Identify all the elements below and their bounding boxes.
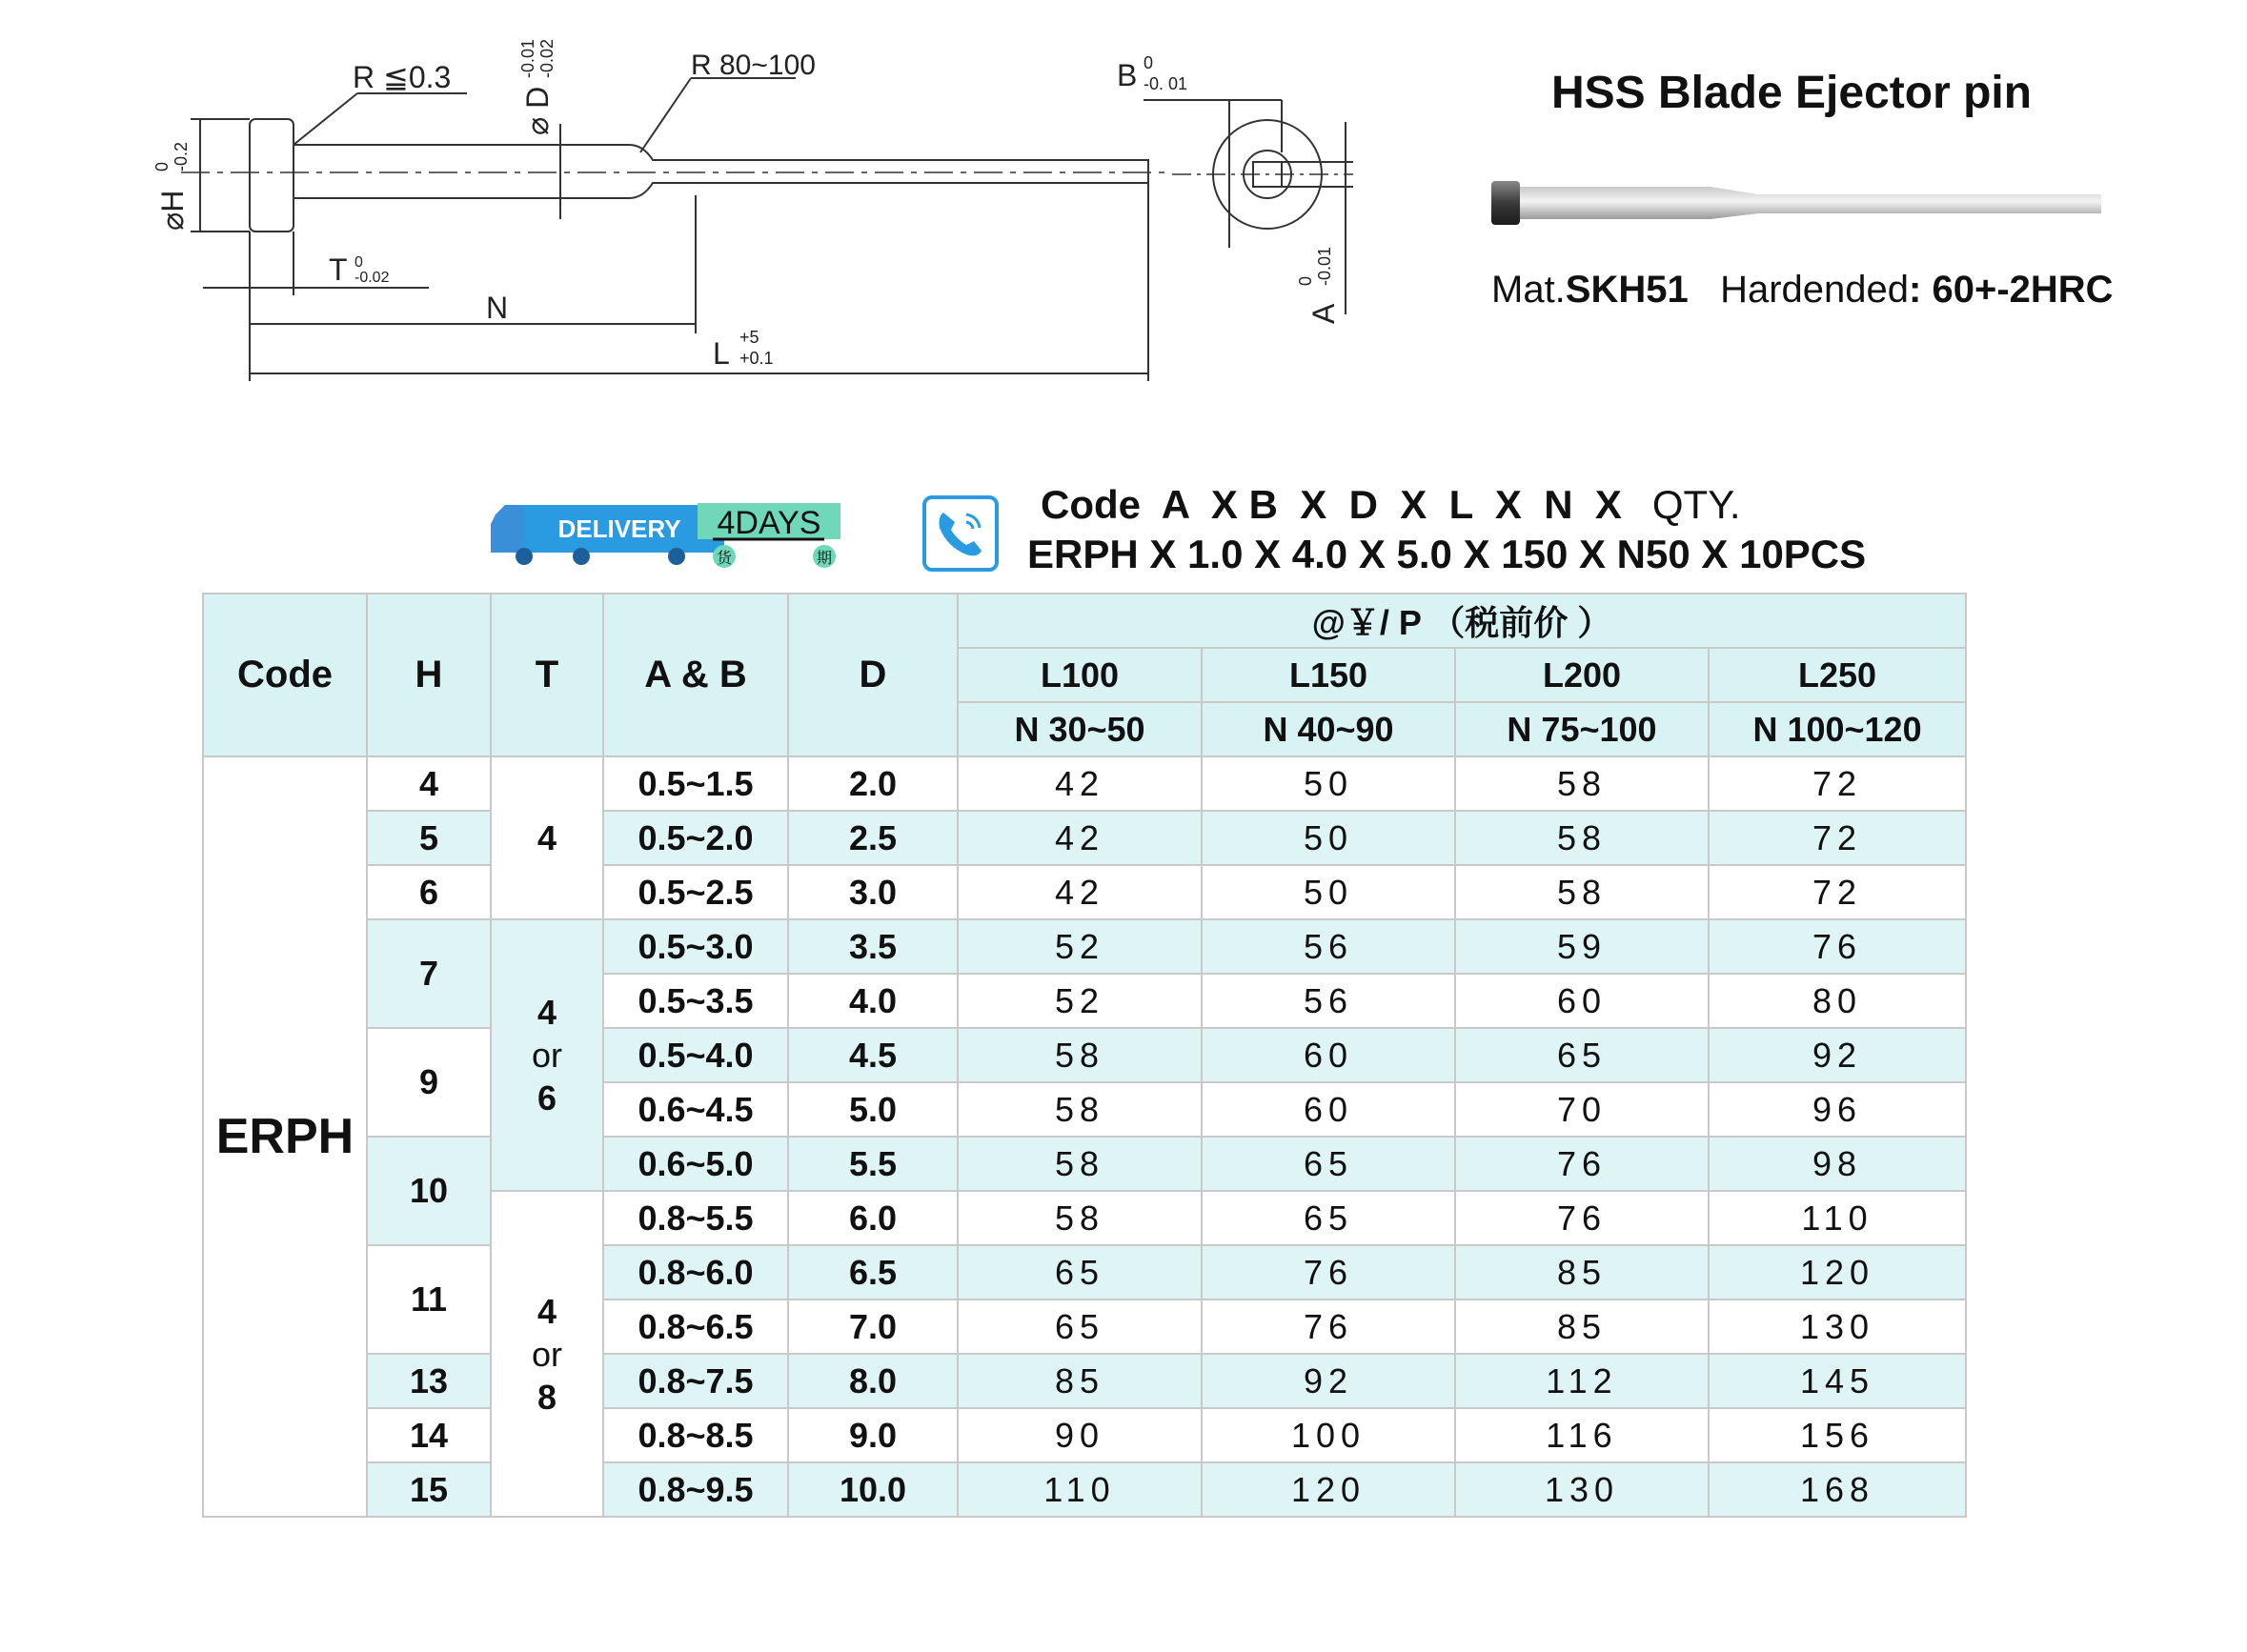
price-l250: 168	[1709, 1462, 1966, 1517]
price-l200: 85	[1455, 1299, 1709, 1354]
b-tol-lower: -0. 01	[1144, 74, 1188, 93]
t-value: 4	[536, 993, 557, 1032]
phone-icon	[922, 495, 999, 572]
d-value: 6.0	[788, 1191, 958, 1245]
table-row	[203, 1028, 1966, 1082]
price-l150: 120	[1202, 1462, 1455, 1517]
d-tol-lower: -0.02	[537, 38, 557, 78]
price-l100: 65	[958, 1299, 1202, 1354]
price-l200: 76	[1455, 1191, 1709, 1245]
delivery-label: DELIVERY	[557, 514, 681, 543]
price-l250: 72	[1709, 865, 1966, 919]
table-row	[203, 1408, 1966, 1462]
truck-wheel-icon	[668, 548, 685, 565]
price-l100: 58	[958, 1137, 1202, 1191]
price-l200: 70	[1455, 1082, 1709, 1137]
table-row	[203, 1137, 1966, 1191]
price-l100: 85	[958, 1354, 1202, 1408]
price-l100: 65	[958, 1245, 1202, 1299]
ab-value: 0.5~1.5	[603, 756, 788, 811]
d-label: ⌀ D	[520, 86, 555, 135]
price-l200: 60	[1455, 974, 1709, 1028]
price-l150: 100	[1202, 1408, 1455, 1462]
l-tol-upper: +5	[739, 328, 759, 347]
price-l250: 96	[1709, 1082, 1966, 1137]
d-value: 5.5	[788, 1137, 958, 1191]
price-l150: 50	[1202, 756, 1455, 811]
header-n-l150: N 40~90	[1202, 702, 1455, 756]
h-tol-upper: 0	[152, 161, 172, 171]
d-value: 6.5	[788, 1245, 958, 1299]
qty-label: QTY.	[1651, 482, 1741, 527]
price-l200: 130	[1455, 1462, 1709, 1517]
price-l200: 112	[1455, 1354, 1709, 1408]
price-l250: 76	[1709, 919, 1966, 974]
code-value: ERPH	[203, 756, 367, 1517]
ab-value: 0.8~8.5	[603, 1408, 788, 1462]
price-l250: 92	[1709, 1028, 1966, 1082]
header-d: D	[788, 594, 958, 756]
days-sub-left: 货	[716, 549, 733, 567]
price-l200: 59	[1455, 919, 1709, 974]
price-l150: 50	[1202, 865, 1455, 919]
d-value: 4.0	[788, 974, 958, 1028]
price-l200: 85	[1455, 1245, 1709, 1299]
price-l250: 156	[1709, 1408, 1966, 1462]
ejector-pin-drawing	[0, 0, 1410, 410]
price-l100: 110	[958, 1462, 1202, 1517]
price-l150: 76	[1202, 1299, 1455, 1354]
ab-value: 0.8~7.5	[603, 1354, 788, 1408]
mat-prefix: Mat.	[1491, 269, 1566, 311]
h-value: 5	[367, 811, 491, 865]
table-row	[203, 865, 1966, 919]
technical-drawing	[0, 0, 1410, 410]
price-l100: 58	[958, 1191, 1202, 1245]
price-l150: 56	[1202, 974, 1455, 1028]
header-l200: L200	[1455, 648, 1709, 702]
h-value: 4	[367, 756, 491, 811]
truck-wheel-icon	[573, 548, 590, 565]
price-l100: 52	[958, 974, 1202, 1028]
d-value: 3.0	[788, 865, 958, 919]
r-fillet-leader	[294, 93, 357, 145]
mat-value: SKH51	[1565, 269, 1689, 311]
table-row	[203, 919, 1966, 974]
h-value: 9	[367, 1028, 491, 1137]
price-l250: 130	[1709, 1299, 1966, 1354]
a-tol-lower: -0.01	[1315, 246, 1334, 286]
header-l150: L150	[1202, 648, 1455, 702]
t-label: T	[329, 252, 348, 287]
price-l100: 42	[958, 756, 1202, 811]
t-tol-upper: 0	[354, 254, 363, 271]
header-price: @￥/ P （税前价 ）	[958, 594, 1966, 648]
ab-value: 0.5~2.5	[603, 865, 788, 919]
price-l250: 145	[1709, 1354, 1966, 1408]
price-l100: 42	[958, 865, 1202, 919]
h-value: 6	[367, 865, 491, 919]
d-value: 8.0	[788, 1354, 958, 1408]
ab-value: 0.6~5.0	[603, 1137, 788, 1191]
t-value: 4	[536, 818, 557, 857]
code-format-text: Code A X B X D X L X N X	[1041, 482, 1622, 527]
price-l200: 65	[1455, 1028, 1709, 1082]
h-value: 14	[367, 1408, 491, 1462]
price-l250: 120	[1709, 1245, 1966, 1299]
order-example: ERPH X 1.0 X 4.0 X 5.0 X 150 X N50 X 10PCS	[1027, 532, 1867, 576]
days-label: 4DAYS	[717, 505, 821, 541]
ab-value: 0.6~4.5	[603, 1082, 788, 1137]
t-or: or	[531, 1036, 562, 1075]
l-tol-lower: +0.1	[739, 349, 774, 368]
d-value: 7.0	[788, 1299, 958, 1354]
d-value: 4.5	[788, 1028, 958, 1082]
a-tol-upper: 0	[1296, 275, 1315, 286]
price-l150: 65	[1202, 1137, 1455, 1191]
header-l100: L100	[958, 648, 1202, 702]
r-blend-label: R 80~100	[691, 50, 816, 81]
code-format	[1041, 482, 1740, 528]
d-value: 2.5	[788, 811, 958, 865]
b-label: B	[1117, 58, 1138, 92]
price-table	[202, 593, 1967, 1518]
price-l150: 56	[1202, 919, 1455, 974]
table-row	[203, 1462, 1966, 1517]
t-value: 4	[536, 1291, 557, 1331]
days-sub-right: 期	[816, 549, 833, 567]
price-l150: 50	[1202, 811, 1455, 865]
ab-value: 0.5~3.0	[603, 919, 788, 974]
ab-value: 0.5~2.0	[603, 811, 788, 865]
price-l200: 58	[1455, 811, 1709, 865]
price-l250: 72	[1709, 811, 1966, 865]
price-l200: 58	[1455, 865, 1709, 919]
product-title: HSS Blade Ejector pin	[1550, 68, 2033, 118]
pin-head	[250, 119, 294, 232]
hardness-prefix: Hardended	[1720, 269, 1910, 311]
ab-value: 0.8~6.5	[603, 1299, 788, 1354]
header-h: H	[367, 594, 491, 756]
table-row	[203, 756, 1966, 811]
price-l250: 72	[1709, 756, 1966, 811]
h-label: ⌀H	[155, 190, 190, 231]
price-l100: 90	[958, 1408, 1202, 1462]
t-tol-lower: -0.02	[354, 270, 390, 286]
d-value: 9.0	[788, 1408, 958, 1462]
n-label: N	[486, 291, 509, 325]
t-value: 8	[536, 1377, 557, 1417]
t-group-2	[491, 919, 603, 1191]
price-l250: 98	[1709, 1137, 1966, 1191]
ab-value: 0.8~6.0	[603, 1245, 788, 1299]
price-l150: 60	[1202, 1082, 1455, 1137]
truck-wheel-icon	[516, 548, 533, 565]
t-group-3	[491, 1191, 603, 1517]
t-group-1	[491, 756, 603, 919]
price-l100: 42	[958, 811, 1202, 865]
price-l100: 58	[958, 1082, 1202, 1137]
b-tol-upper: 0	[1144, 53, 1154, 72]
d-value: 2.0	[788, 756, 958, 811]
d-value: 3.5	[788, 919, 958, 974]
a-label: A	[1306, 303, 1341, 324]
table-row	[203, 811, 1966, 865]
price-l200: 116	[1455, 1408, 1709, 1462]
header-code: Code	[203, 594, 367, 756]
ab-value: 0.8~9.5	[603, 1462, 788, 1517]
product-photo	[1482, 162, 2101, 248]
ab-value: 0.5~3.5	[603, 974, 788, 1028]
header-n-l100: N 30~50	[958, 702, 1202, 756]
price-l250: 110	[1709, 1191, 1966, 1245]
h-value: 15	[367, 1462, 491, 1517]
price-l100: 52	[958, 919, 1202, 974]
ab-value: 0.5~4.0	[603, 1028, 788, 1082]
price-l250: 80	[1709, 974, 1966, 1028]
header-ab: A & B	[603, 594, 788, 756]
price-l100: 58	[958, 1028, 1202, 1082]
d-value: 5.0	[788, 1082, 958, 1137]
price-l150: 60	[1202, 1028, 1455, 1082]
table-row	[203, 1245, 1966, 1299]
t-or: or	[531, 1334, 562, 1374]
h-value: 7	[367, 919, 491, 1028]
r-fillet-label: R ≦0.3	[353, 60, 452, 94]
price-l200: 58	[1455, 756, 1709, 811]
t-value: 6	[536, 1078, 557, 1118]
l-label: L	[713, 336, 730, 371]
h-value: 11	[367, 1245, 491, 1354]
header-n-l200: N 75~100	[1455, 702, 1709, 756]
header-t: T	[491, 594, 603, 756]
h-value: 13	[367, 1354, 491, 1408]
price-l150: 92	[1202, 1354, 1455, 1408]
h-tol-lower: -0.2	[172, 141, 191, 171]
d-value: 10.0	[788, 1462, 958, 1517]
material-line	[1491, 269, 2114, 312]
price-l200: 76	[1455, 1137, 1709, 1191]
price-l150: 65	[1202, 1191, 1455, 1245]
header-n-l250: N 100~120	[1709, 702, 1966, 756]
table-row	[203, 1354, 1966, 1408]
pin-shank	[294, 145, 1148, 198]
price-l150: 76	[1202, 1245, 1455, 1299]
d-tol-upper: -0.01	[518, 38, 537, 78]
h-value: 10	[367, 1137, 491, 1245]
delivery-badge	[486, 495, 848, 570]
ab-value: 0.8~5.5	[603, 1191, 788, 1245]
header-l250: L250	[1709, 648, 1966, 702]
hardness-value: : 60+-2HRC	[1909, 269, 2114, 311]
r-blend-leader	[640, 78, 691, 152]
